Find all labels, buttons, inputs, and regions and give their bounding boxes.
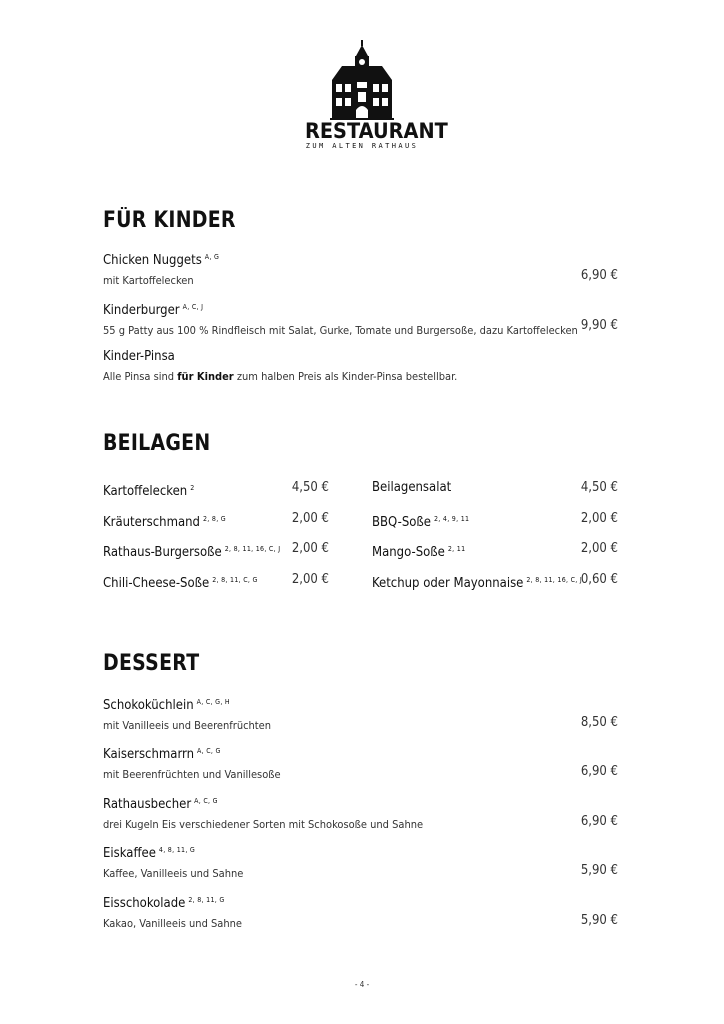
item-name: Kinderburger $^{A, C, J}$ <box>103 303 204 318</box>
allergen-codes: 2, 8, 11, 16, C, J <box>526 576 583 584</box>
menu-item <box>103 793 618 832</box>
item-name: BBQ-Soße $^{2, 4, 9, 11}$ <box>372 515 470 530</box>
side-item <box>372 511 618 529</box>
item-price: 2,00 € <box>291 511 329 526</box>
menu-item <box>103 299 618 338</box>
item-name: Chicken Nuggets $^{A, G}$ <box>103 253 220 268</box>
item-description: Alle Pinsa sind für Kinder zum halben Preis als Kinder-Pinsa bestellbar. <box>103 370 458 383</box>
logo-title: RESTAURANT <box>304 119 448 143</box>
item-description: mit Beerenfrüchten und Vanillesoße <box>103 768 281 781</box>
allergen-codes: 4, 8, 11, G <box>158 846 196 854</box>
item-name: Schokoküchlein $^{A, C, G, H}$ <box>103 698 230 713</box>
item-name: Kräuterschmand $^{2, 8, G}$ <box>103 515 226 530</box>
allergen-codes: A, C, G <box>194 797 218 805</box>
side-item <box>372 572 618 590</box>
item-price: 6,90 € <box>580 814 618 829</box>
item-price: 9,90 € <box>580 318 618 333</box>
allergen-codes: 2, 8, G <box>202 515 226 523</box>
allergen-codes: 2 <box>190 484 195 492</box>
item-price: 5,90 € <box>580 913 618 928</box>
item-name: Kartoffelecken $^2$ <box>103 484 195 499</box>
item-price: 2,00 € <box>291 541 329 556</box>
section-title-beilagen: BEILAGEN <box>103 431 211 456</box>
item-name: Rathaus-Burgersoße $^{2, 8, 11, 16, C, J}$ <box>103 545 281 560</box>
item-price: 0,60 € <box>580 572 618 587</box>
allergen-codes: A, C, J <box>182 303 204 311</box>
item-price: 4,50 € <box>580 480 618 495</box>
section-title-dessert: DESSERT <box>103 651 200 676</box>
page-number: - 4 - <box>354 980 370 989</box>
item-price: 6,90 € <box>580 764 618 779</box>
item-name: Kaiserschmarrn $^{A, C, G}$ <box>103 747 221 762</box>
side-item <box>103 511 329 529</box>
side-item <box>103 541 329 559</box>
item-name: Beilagensalat <box>372 480 452 495</box>
logo-subtitle: ZUM ALTEN RATHAUS <box>305 142 419 150</box>
item-name: Eisschokolade $^{2, 8, 11, G}$ <box>103 896 225 911</box>
town-hall-icon <box>330 40 394 120</box>
item-description: mit Kartoffelecken <box>103 274 194 287</box>
allergen-codes: 2, 11 <box>447 545 466 553</box>
item-name: Chili-Cheese-Soße $^{2, 8, 11, C, G}$ <box>103 576 258 591</box>
allergen-codes: 2, 8, 11, C, G <box>212 576 258 584</box>
item-price: 5,90 € <box>580 863 618 878</box>
item-name: Ketchup oder Mayonnaise $^{2, 8, 11, 16, C, J}$ <box>372 576 583 591</box>
section-title-kinder: FÜR KINDER <box>103 208 236 233</box>
item-price: 2,00 € <box>580 541 618 556</box>
allergen-codes: A, G <box>204 253 220 261</box>
side-item <box>103 572 329 590</box>
restaurant-logo <box>300 40 448 158</box>
menu-item <box>103 892 618 931</box>
item-price: 2,00 € <box>580 511 618 526</box>
menu-item <box>103 249 618 288</box>
item-description: Kakao, Vanilleeis und Sahne <box>103 917 242 930</box>
allergen-codes: 2, 4, 9, 11 <box>433 515 470 523</box>
item-name: Eiskaffee $^{4, 8, 11, G}$ <box>103 846 196 861</box>
item-price: 6,90 € <box>580 268 618 283</box>
allergen-codes: A, C, G <box>197 747 221 755</box>
side-item <box>372 541 618 559</box>
item-name: Rathausbecher $^{A, C, G}$ <box>103 797 218 812</box>
allergen-codes: 2, 8, 11, 16, C, J <box>224 545 281 553</box>
item-price: 2,00 € <box>291 572 329 587</box>
item-description: Kaffee, Vanilleeis und Sahne <box>103 867 244 880</box>
item-description: drei Kugeln Eis verschiedener Sorten mit Schokosoße und Sahne <box>103 818 424 831</box>
side-item <box>103 480 329 498</box>
menu-item <box>103 349 618 384</box>
item-description: mit Vanilleeis und Beerenfrüchten <box>103 719 272 732</box>
menu-item <box>103 694 618 733</box>
item-description: 55 g Patty aus 100 % Rindfleisch mit Salat, Gurke, Tomate und Burgersoße, dazu Kartoffelecken <box>103 324 578 337</box>
side-item <box>372 480 618 498</box>
item-name: Mango-Soße $^{2, 11}$ <box>372 545 466 560</box>
item-price: 4,50 € <box>291 480 329 495</box>
allergen-codes: 2, 8, 11, G <box>188 896 225 904</box>
menu-item <box>103 743 618 782</box>
menu-item <box>103 842 618 881</box>
allergen-codes: A, C, G, H <box>196 698 230 706</box>
item-price: 8,50 € <box>580 715 618 730</box>
item-name: Kinder-Pinsa <box>103 349 175 364</box>
